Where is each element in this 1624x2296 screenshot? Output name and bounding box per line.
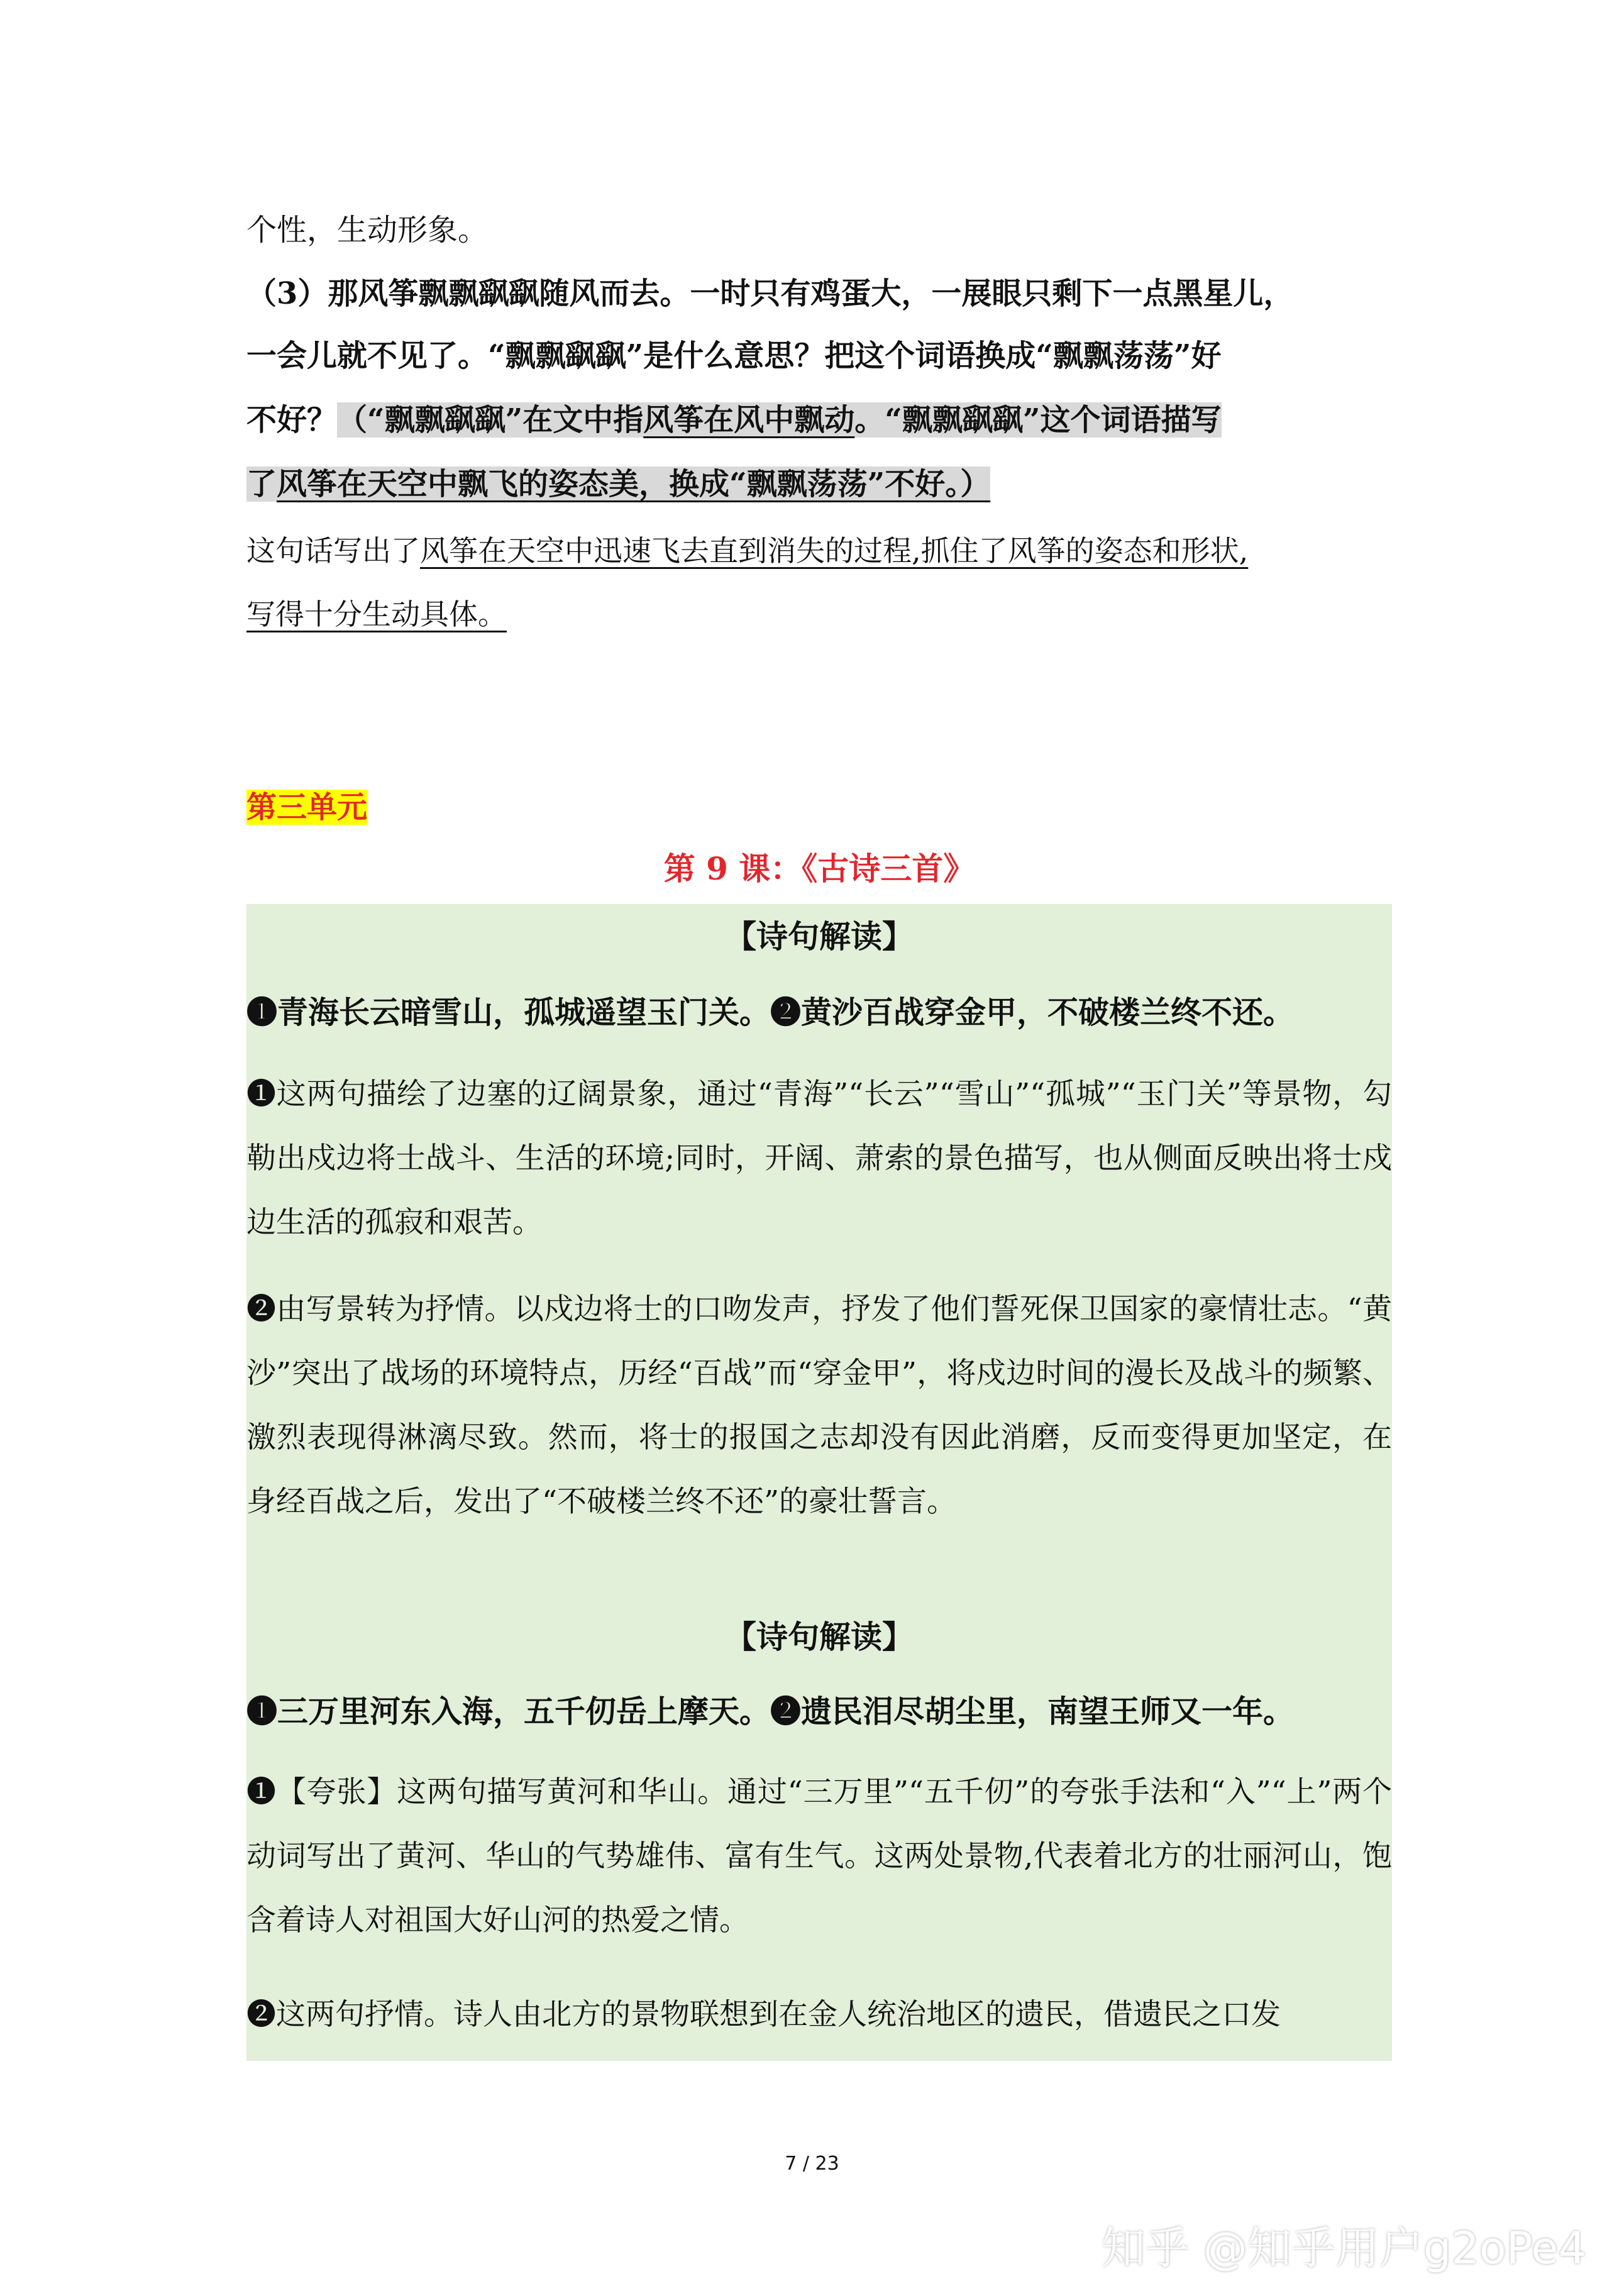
note-line (246, 595, 507, 633)
unit-title-text: 第三单元 (246, 790, 368, 825)
note-line (246, 532, 1248, 570)
answer-text: 。“飘飘飖飖”这个词语描写 (854, 402, 1222, 438)
answer-highlight (246, 466, 990, 502)
answer-text: 了 (246, 466, 277, 502)
question-text: 不好？ (246, 402, 338, 438)
question-3-answer-line (246, 465, 990, 503)
explanation-paragraph: ❷由写景转为抒情。以戍边将士的口吻发声，抒发了他们誓死保卫国家的豪情壮志。“黄沙”突出了战场的环境特点，历经“百战”而“穿金甲”，将戍边时间的漫长及战斗的频繁、激烈表现得淋漓尽致。然而，将士的报国之志却没有因此消磨，反而变得更加坚定，在身经百战之后，发出了“不破楼兰终不还”的豪壮誓言。 (246, 1292, 1392, 1519)
lesson-title: 第 9 课：《古诗三首》 (663, 850, 975, 887)
explanation-paragraph: ❷这两句抒情。诗人由北方的景物联想到在金人统治地区的遗民，借遗民之口发 (246, 1997, 1281, 2032)
question-3-answer-line (246, 401, 1222, 439)
answer-underlined: 风筝在天空中飘飞的姿态美，换成“飘飘荡荡”不好。） (277, 466, 991, 502)
note-underlined: 写得十分生动具体。 (246, 597, 507, 631)
verse-line: ❶青海长云暗雪山，孤城遥望玉门关。❷黄沙百战穿金甲，不破楼兰终不还。 (246, 994, 1295, 1030)
section-heading: 【诗句解读】 (725, 1618, 914, 1655)
explanation-paragraph: ❶这两句描绘了边塞的辽阔景象，通过“青海”“长云”“雪山”“孤城”“玉门关”等景物，勾勒出戍边将士战斗、生活的环境;同时，开阔、萧索的景色描写，也从侧面反映出将士戍边生活的孤寂和艰苦。 (246, 1077, 1392, 1240)
section-heading: 【诗句解读】 (725, 918, 914, 955)
verse-line: ❶三万里河东入海，五千仞岳上摩天。❷遗民泪尽胡尘里，南望王师又一年。 (246, 1693, 1295, 1730)
answer-text: （“飘飘飖飖”在文中指 (337, 402, 644, 438)
note-underlined: 风筝在天空中迅速飞去直到消失的过程,抓住了风筝的姿态和形状, (420, 534, 1249, 568)
answer-underlined: 风筝在风中飘动 (643, 402, 855, 438)
answer-highlight (337, 402, 1221, 438)
watermark: 知乎 @知乎用户g2oPe4 (1101, 2222, 1586, 2274)
question-3-line: （3）那风筝飘飘飖飖随风而去。一时只有鸡蛋大，一展眼只剩下一点黑星儿， (246, 276, 1294, 311)
explanation-paragraph: ❶【夸张】这两句描写黄河和华山。通过“三万里”“五千仞”的夸张手法和“入”“上”两个动词写出了黄河、华山的气势雄伟、富有生气。这两处景物,代表着北方的壮丽河山，饱含着诗人对祖国大好山河的热爱之情。 (246, 1775, 1392, 1938)
text-line: 个性，生动形象。 (246, 212, 489, 248)
unit-title (246, 788, 367, 826)
page-number: 7 / 23 (785, 2153, 839, 2175)
note-text: 这句话写出了 (246, 534, 420, 568)
question-3-line: 一会儿就不见了。“飘飘飖飖”是什么意思？把这个词语换成“飘飘荡荡”好 (246, 338, 1222, 373)
